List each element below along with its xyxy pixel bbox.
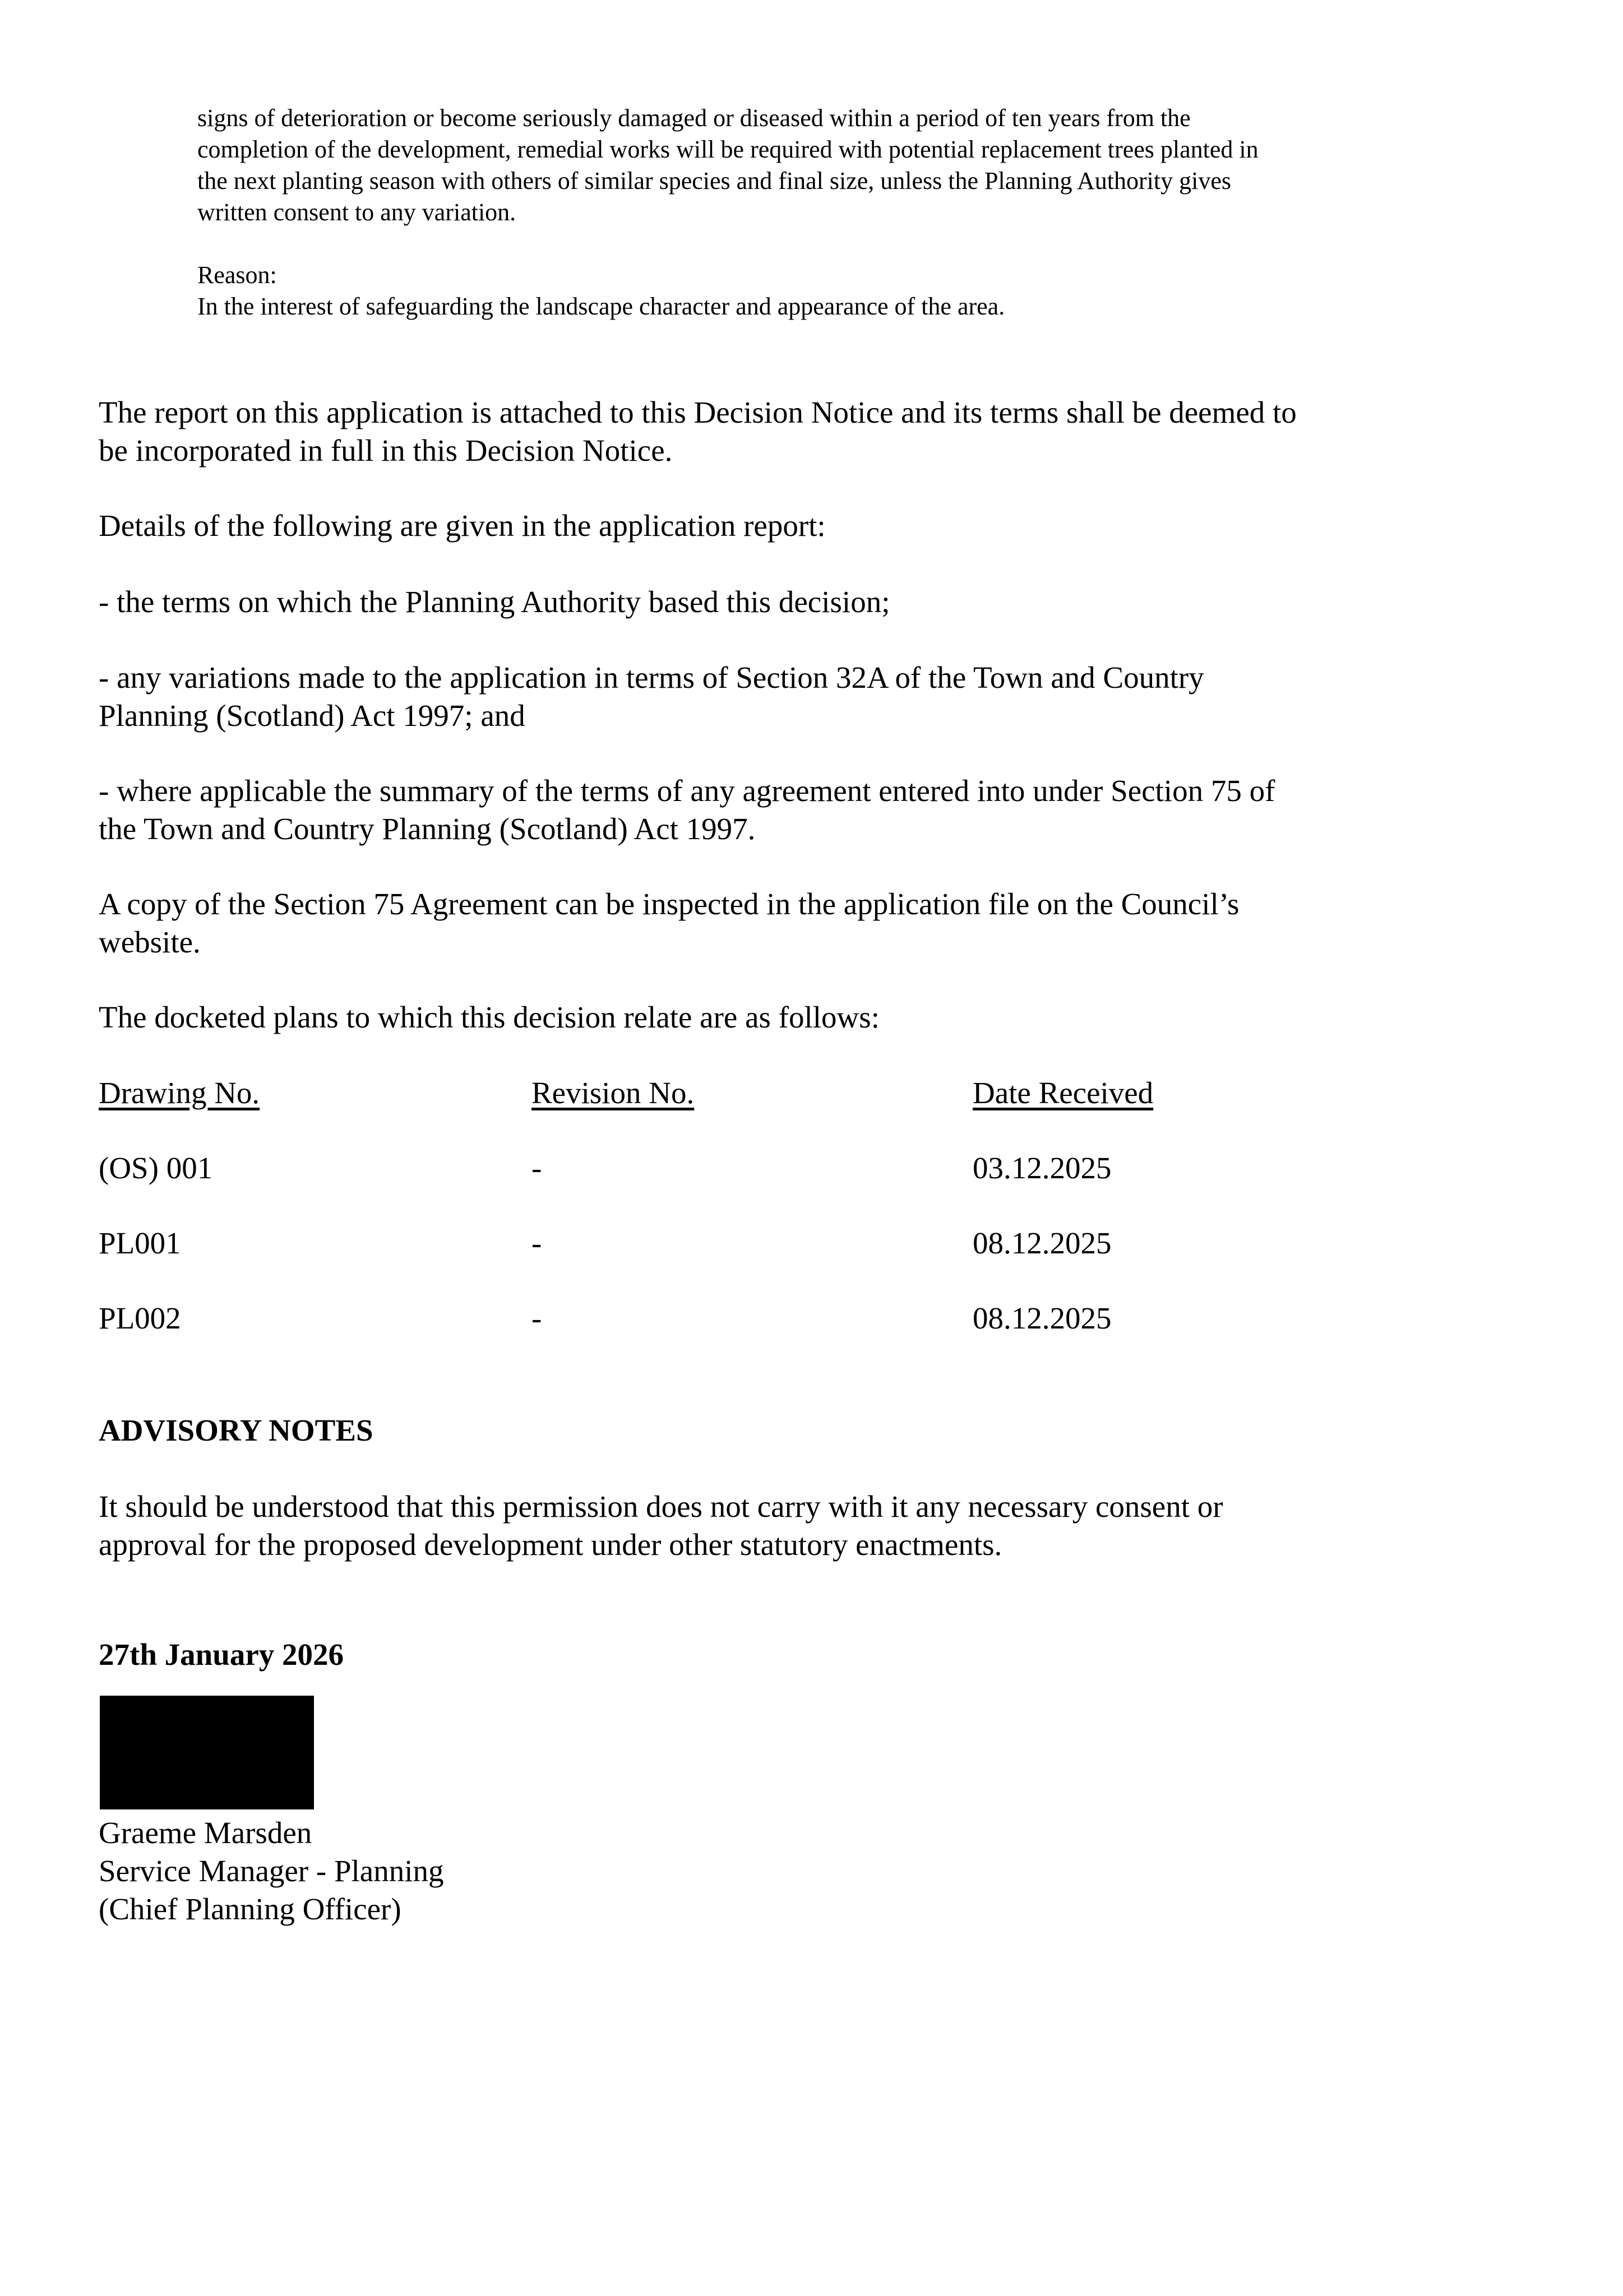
table-cell-revision-no: -: [531, 1226, 542, 1260]
report-line: be incorporated in full in this Decision Notice.: [99, 433, 673, 467]
condition-line: written consent to any variation.: [197, 198, 516, 226]
detail-item-line: - any variations made to the application in terms of Section 32A of the Town and Country: [99, 660, 1204, 695]
table-header-date-received: Date Received: [973, 1076, 1154, 1110]
table-cell-date-received: 03.12.2025: [973, 1151, 1112, 1185]
signatory-name: Graeme Marsden: [99, 1816, 312, 1850]
condition-line: the next planting season with others of similar species and final size, unless the Planning Authority gives: [197, 167, 1232, 195]
detail-item-line: the Town and Country Planning (Scotland) Act 1997.: [99, 812, 756, 846]
condition-line: completion of the development, remedial works will be required with potential replacement trees planted in: [197, 136, 1259, 163]
table-header-revision-no: Revision No.: [531, 1076, 695, 1110]
details-intro: [99, 507, 1455, 545]
detail-item-line: - the terms on which the Planning Authority based this decision;: [99, 585, 890, 619]
signoff-date-text: 27th January 2026: [99, 1637, 344, 1672]
detail-item-line: Planning (Scotland) Act 1997; and: [99, 698, 525, 733]
plans-intro-text: The docketed plans to which this decision relate are as follows:: [99, 1000, 880, 1034]
advisory-paragraph: [99, 1488, 1455, 1564]
signatory-role: (Chief Planning Officer): [99, 1892, 401, 1926]
detail-item-line: - where applicable the summary of the terms of any agreement entered into under Section 75 of: [99, 774, 1275, 808]
report-line: The report on this application is attached to this Decision Notice and its terms shall be deemed to: [99, 395, 1297, 429]
advisory-heading-text: ADVISORY NOTES: [99, 1413, 373, 1447]
reason-text: In the interest of safeguarding the landscape character and appearance of the area.: [197, 293, 1005, 320]
details-intro-text: Details of the following are given in the application report:: [99, 508, 826, 543]
detail-item: [99, 772, 1455, 848]
advisory-line: It should be understood that this permission does not carry with it any necessary consent or: [99, 1489, 1223, 1524]
reason-label: Reason:: [197, 261, 277, 289]
table-cell-revision-no: -: [531, 1151, 542, 1185]
table-cell-drawing-no: PL002: [99, 1301, 181, 1335]
table-cell-date-received: 08.12.2025: [973, 1226, 1112, 1260]
table-cell-drawing-no: PL001: [99, 1226, 181, 1260]
signatory-title: Service Manager - Planning: [99, 1854, 444, 1888]
plans-intro: [99, 998, 1455, 1036]
report-paragraph: [99, 394, 1455, 470]
detail-item: [99, 583, 1455, 621]
condition-text: [197, 103, 1442, 322]
table-cell-revision-no: -: [531, 1301, 542, 1335]
table-cell-drawing-no: (OS) 001: [99, 1151, 213, 1185]
table-cell-date-received: 08.12.2025: [973, 1301, 1112, 1335]
advisory-heading: [99, 1411, 1455, 1450]
advisory-line: approval for the proposed development under other statutory enactments.: [99, 1527, 1002, 1562]
table-header-drawing-no: Drawing No.: [99, 1076, 260, 1110]
section75-line: website.: [99, 925, 201, 959]
section75-paragraph: [99, 885, 1455, 961]
signatory-block: [99, 1814, 1455, 1928]
detail-item: [99, 659, 1455, 735]
signature-redaction: [100, 1696, 314, 1809]
signoff-date: [99, 1636, 1455, 1674]
condition-line: signs of deterioration or become seriously damaged or diseased within a period of ten years from the: [197, 104, 1191, 132]
section75-line: A copy of the Section 75 Agreement can be inspected in the application file on the Council’s: [99, 887, 1240, 921]
